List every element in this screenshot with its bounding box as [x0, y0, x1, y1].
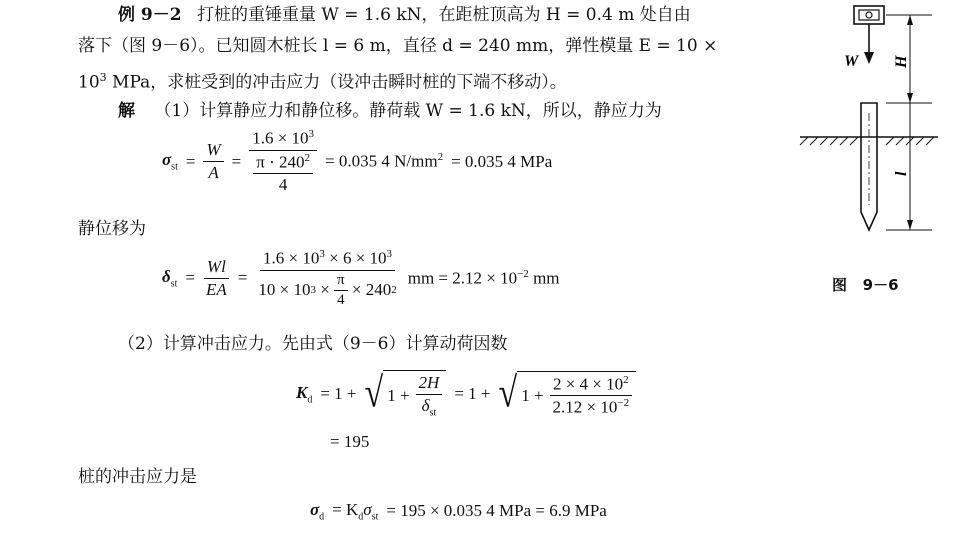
eq1-result-2: = 0.035 4 MPa: [451, 151, 553, 171]
eq2-num-a: 1.6 × 10: [263, 248, 320, 268]
figure-label-h: H: [893, 55, 910, 68]
eq3-frac2-den-exp: −2: [617, 397, 630, 410]
eq1-result-1-exp: 2: [437, 151, 444, 164]
eq1-frac2-num-exp: 3: [308, 128, 315, 140]
eq2-num-b: × 6 × 10: [324, 248, 387, 268]
eq2-lhs-sub: st: [170, 278, 178, 290]
sqrt-sign-icon: √: [364, 370, 384, 417]
eq2-frac1-num: Wl: [204, 257, 229, 279]
eq4-lhs: σ: [310, 500, 320, 519]
problem-base: 10: [78, 72, 100, 93]
problem-text-2: 落下（图 9－6）。已知圆木桩长 l = 6 m，直径 d = 240 mm，弹性模量 E = 10 ×: [78, 36, 718, 56]
problem-text-1: 打桩的重锤重量 W = 1.6 kN，在距桩顶高为 H = 0.4 m 处自由: [196, 5, 691, 25]
eq2-result-exp: −2: [517, 268, 529, 280]
solution-step-1: [118, 101, 662, 121]
equation-impact-stress: [310, 500, 607, 522]
eq1-frac2-den-top: π · 240: [256, 152, 305, 172]
eq2-den-pi: π: [334, 272, 348, 291]
eq2-den-a: 10 × 10: [258, 280, 311, 300]
eq3-one-plus: 1 +: [387, 385, 410, 405]
eq2-den-c: × 240: [347, 280, 392, 300]
eq3-result: = 195: [330, 432, 370, 451]
eq2-den-a-exp: 3: [310, 284, 316, 297]
eq4-result: = 195 × 0.035 4 MPa = 6.9 MPa: [386, 501, 607, 521]
eq2-result-unit: mm: [528, 268, 560, 288]
figure-label-l: l: [893, 171, 910, 176]
problem-exp: 3: [99, 71, 107, 84]
eq1-frac1-num: W: [203, 140, 223, 162]
problem-line-3: [78, 68, 567, 93]
eq1-frac2-den-top-exp: 2: [304, 151, 310, 164]
sqrt-sign-icon: √: [498, 370, 518, 417]
eq2-num-a-exp: 3: [319, 248, 325, 260]
eq4-mid1b: σ: [363, 500, 372, 519]
problem-line-1: [118, 5, 691, 25]
weight-arrow-icon: [864, 24, 874, 64]
eq2-lhs: δ: [162, 267, 171, 287]
equation-static-stress: $\sigma_{st}$ = $\frac{W}{A}$ = $\frac{1.6 \times 10^3}{\frac{\pi \cdot 240^2}{4}}$ = 0.035 4 $N/mm^2$ = 0.035 4 MPa: [162, 128, 553, 195]
step-1-text: （1）计算静应力和静位移。静荷载 W = 1.6 kN，所以，静应力为: [154, 101, 662, 121]
eq3-lhs-sub: d: [307, 394, 313, 406]
equation-static-displacement: $\delta_{st}$ = $\frac{Wl}{EA}$ = $1.6 \times 10^3 \times 6 \times 10^3$ 10 × 10 3 × $\frac{\pi}{4}$ × 240 2 mm = $2.12 \times 10^{-2}$ mm: [162, 248, 560, 308]
equation-dynamic-factor: [296, 370, 636, 418]
eq4-mid1b-sub: st: [371, 511, 379, 523]
eq2-frac-wl-over-ea: [203, 257, 230, 300]
displacement-label: 静位移为: [78, 219, 146, 239]
eq3-sqrt-1: [365, 370, 447, 418]
figure-caption: 图 9－6: [832, 276, 899, 294]
solution-label: 解: [118, 101, 135, 121]
eq1-result-1: = 0.035 4 N/mm: [325, 151, 438, 171]
eq2-den-b: ×: [315, 280, 335, 300]
eq3-eq-one: = 1 +: [320, 384, 357, 404]
dimension-l-icon: [886, 103, 932, 230]
eq4-mid1: = K: [332, 500, 359, 519]
eq2-frac-values: [255, 248, 399, 309]
eq2-frac1-den: EA: [205, 279, 227, 299]
eq2-den-c-exp: 2: [391, 284, 397, 297]
eq1-lhs-sub: st: [171, 161, 178, 173]
eq3-frac-num: 2H: [416, 373, 443, 395]
eq3-lhs: K: [296, 383, 308, 402]
hammer-icon: [854, 6, 884, 24]
problem-text-3: MPa，求桩受到的冲击应力（设冲击瞬时桩的下端不移动）。: [106, 72, 567, 93]
eq4-mid1-sub: d: [358, 511, 364, 523]
eq1-frac2-num: 1.6 × 10: [252, 128, 309, 148]
eq2-den-four: 4: [337, 291, 345, 308]
eq1-frac-w-over-a: [203, 140, 223, 183]
solution-step-2: （2）计算冲击应力。先由式（9－6）计算动荷因数: [118, 334, 508, 354]
pile-diagram: [790, 0, 965, 250]
eq2-result: mm = 2.12 × 10: [407, 268, 518, 288]
figure-label-w: W: [844, 53, 859, 70]
eq3-frac2-num-exp: 2: [623, 373, 629, 386]
eq3-frac2-num: 2 × 4 × 10: [552, 374, 624, 394]
eq3-frac2-den: 2.12 × 10: [552, 397, 618, 417]
pile-icon: [861, 103, 877, 230]
eq1-frac-values: [249, 128, 317, 195]
eq1-frac1-den: A: [208, 163, 219, 183]
eq3-frac-den-sub: st: [429, 407, 437, 419]
eq1-lhs: σ: [162, 150, 172, 170]
impact-stress-label: 桩的冲击应力是: [78, 467, 197, 487]
eq4-lhs-sub: d: [319, 511, 325, 523]
eq3-mid: = 1 +: [454, 384, 491, 404]
eq3-frac-den: δ: [421, 396, 430, 415]
problem-label: 例 9－2: [118, 5, 182, 25]
eq2-num-b-exp: 3: [386, 248, 393, 260]
eq1-frac2-den-bottom: 4: [278, 175, 288, 195]
eq3-one-plus-2: 1 +: [521, 385, 544, 405]
eq3-sqrt-2: [499, 371, 637, 418]
